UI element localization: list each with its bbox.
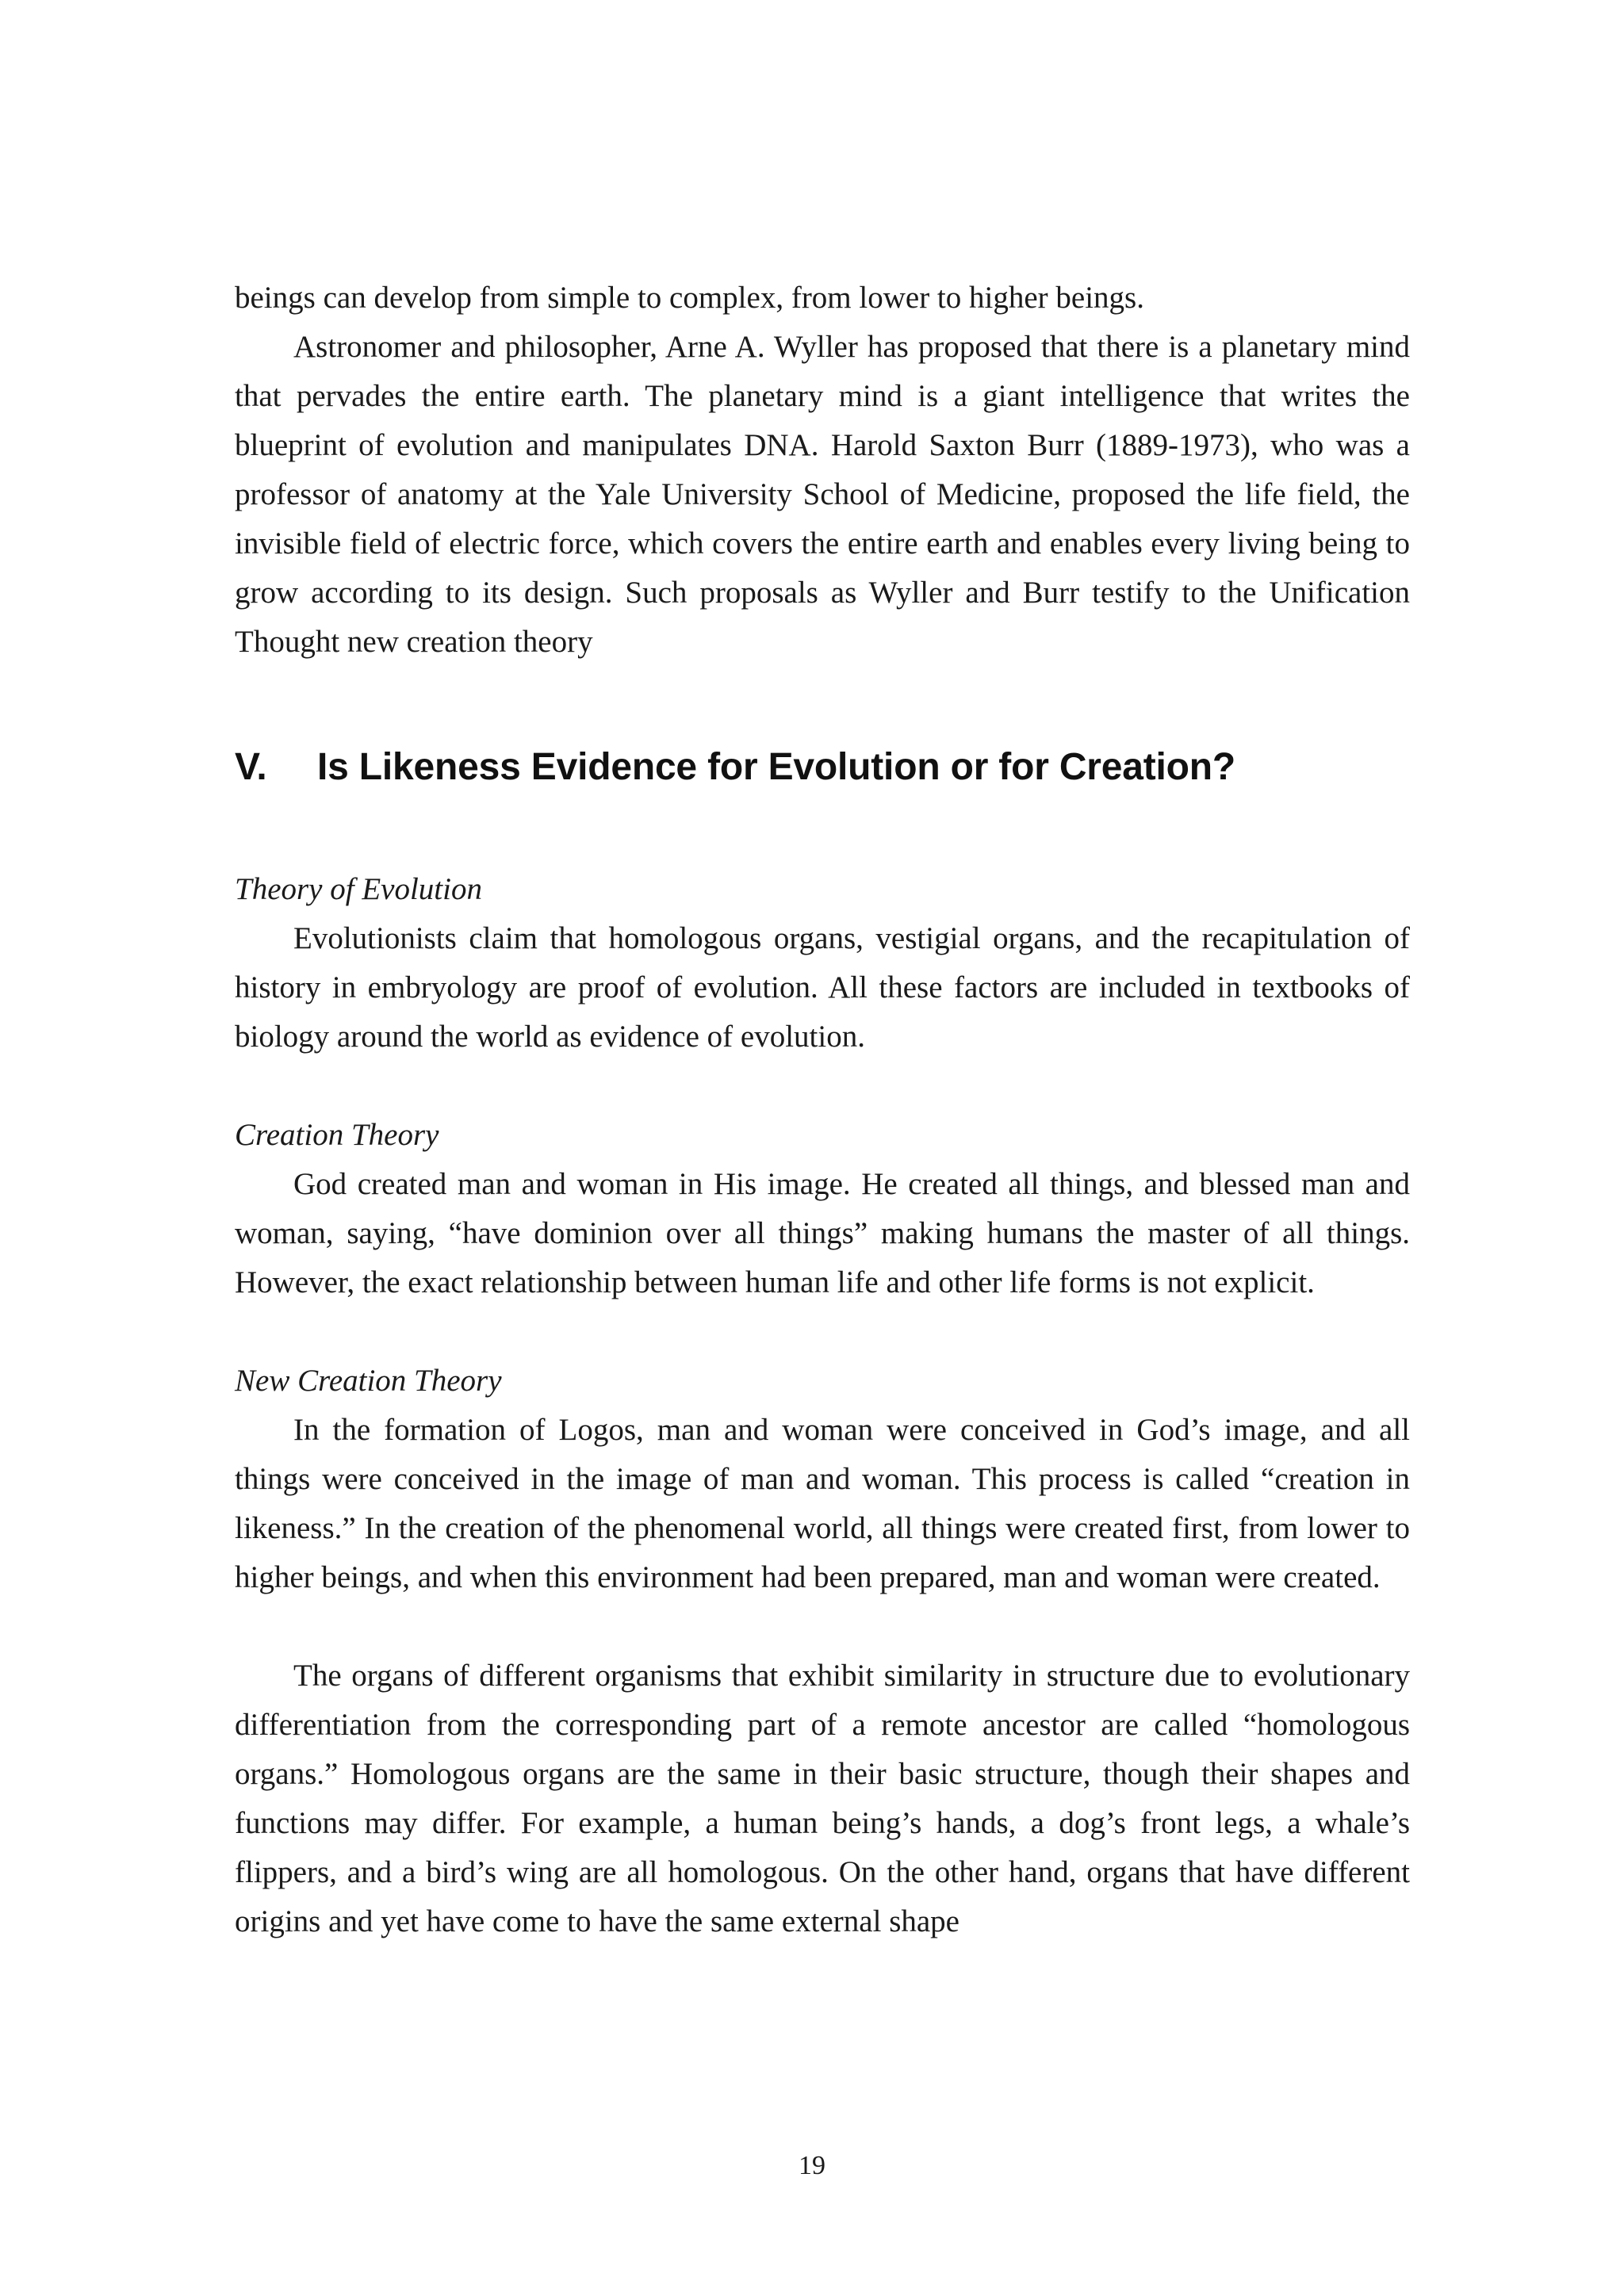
evolution-subheading: Theory of Evolution [235, 872, 482, 906]
creation-subheading: Creation Theory [235, 1118, 439, 1152]
section-heading [235, 743, 1410, 792]
new-creation-subheading: New Creation Theory [235, 1364, 502, 1398]
text-column [235, 274, 1410, 1946]
page-number: 19 [799, 2151, 825, 2180]
new-creation-paragraph: In the formation of Logos, man and woman were conceived in God’s image, and all things were conceived in the image of man and woman. This process is called “creation in likeness.” In the creation of the phenomenal world, all things were created first, from lower to higher beings, and when this environment had been prepared, man and woman were created. [235, 1413, 1410, 1594]
wyller-burr-paragraph: Astronomer and philosopher, Arne A. Wyller has proposed that there is a planetary mind that pervades the entire earth. The planetary mind is a giant intelligence that writes the blueprint of evolution and manipulates DNA. Harold Saxton Burr (1889-1973), who was a professor of anatomy at the Yale University School of Medicine, proposed the life field, the invisible field of electric force, which covers the entire earth and enables every living being to grow according to its design. Such proposals as Wyller and Burr testify to the Unification Thought new creation theory [235, 330, 1410, 659]
creation-paragraph: God created man and woman in His image. He created all things, and blessed man and woman, saying, “have dominion over all things” making humans the master of all things. However, the exact relationship between human life and other life forms is not explicit. [235, 1167, 1410, 1299]
evolution-paragraph: Evolutionists claim that homologous organs, vestigial organs, and the recapitulation of history in embryology are proof of evolution. All these factors are included in textbooks of biology around the world as evidence of evolution. [235, 921, 1410, 1054]
section-title: Is Likeness Evidence for Evolution or for Creation? [317, 746, 1236, 788]
section-number: V. [235, 746, 267, 788]
homologous-paragraph: The organs of different organisms that exhibit similarity in structure due to evolutionary differentiation from the corresponding part of a remote ancestor are called “homologous organs.” Homologous organs are the same in their basic structure, though their shapes and functions may differ. For example, a human being’s hands, a dog’s front legs, a whale’s flippers, and a bird’s wing are all homologous. On the other hand, organs that have different origins and yet have come to have the same external shape [235, 1659, 1410, 1938]
continuation-paragraph: beings can develop from simple to complex, from lower to higher beings. [235, 281, 1144, 315]
